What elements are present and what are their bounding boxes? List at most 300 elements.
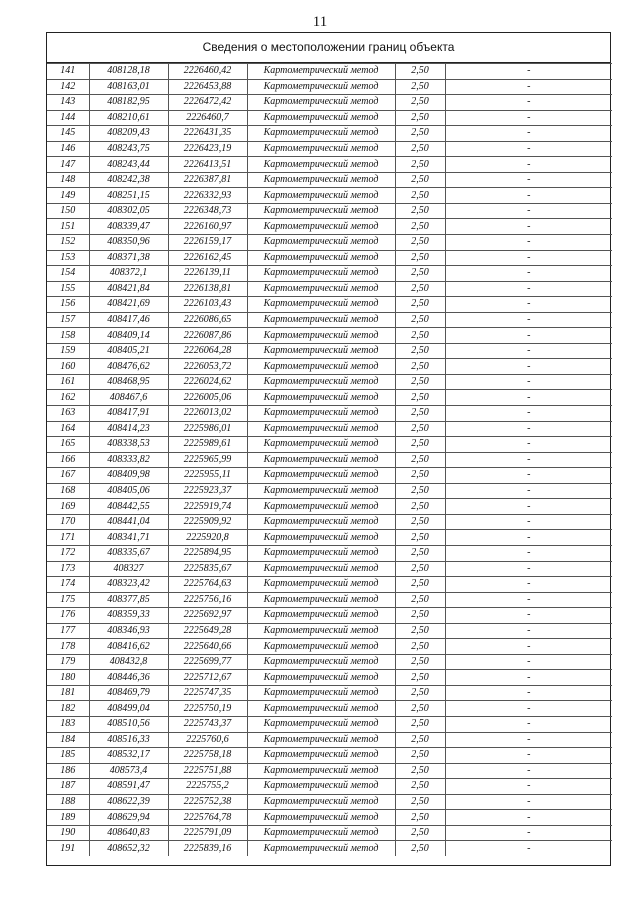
point-number-cell: 185	[47, 748, 89, 764]
y-coordinate-cell: 2225923,37	[168, 483, 247, 499]
x-coordinate-cell: 408467,6	[89, 390, 168, 406]
precision-cell: 2,50	[395, 561, 445, 577]
x-coordinate-cell: 408421,69	[89, 297, 168, 313]
point-number-cell: 177	[47, 623, 89, 639]
y-coordinate-cell: 2226460,7	[168, 110, 247, 126]
table-row	[47, 639, 612, 655]
precision-cell: 2,50	[395, 343, 445, 359]
point-number-cell: 158	[47, 328, 89, 344]
description-cell: -	[445, 670, 612, 686]
x-coordinate-cell: 408128,18	[89, 64, 168, 80]
method-cell: Картометрический метод	[247, 343, 395, 359]
table-row	[47, 219, 612, 235]
precision-cell: 2,50	[395, 421, 445, 437]
table-row	[47, 235, 612, 251]
method-cell: Картометрический метод	[247, 126, 395, 142]
table-row	[47, 157, 612, 173]
x-coordinate-cell: 408532,17	[89, 748, 168, 764]
point-number-cell: 143	[47, 95, 89, 111]
description-cell: -	[445, 623, 612, 639]
point-number-cell: 159	[47, 343, 89, 359]
description-cell: -	[445, 452, 612, 468]
precision-cell: 2,50	[395, 608, 445, 624]
description-cell: -	[445, 810, 612, 826]
description-cell: -	[445, 374, 612, 390]
method-cell: Картометрический метод	[247, 685, 395, 701]
x-coordinate-cell: 408163,01	[89, 79, 168, 95]
method-cell: Картометрический метод	[247, 639, 395, 655]
description-cell: -	[445, 499, 612, 515]
x-coordinate-cell: 408242,38	[89, 172, 168, 188]
x-coordinate-cell: 408442,55	[89, 499, 168, 515]
point-number-cell: 142	[47, 79, 89, 95]
point-number-cell: 170	[47, 514, 89, 530]
table-row	[47, 763, 612, 779]
method-cell: Картометрический метод	[247, 110, 395, 126]
point-number-cell: 161	[47, 374, 89, 390]
table-row	[47, 328, 612, 344]
x-coordinate-cell: 408629,94	[89, 810, 168, 826]
precision-cell: 2,50	[395, 374, 445, 390]
description-cell: -	[445, 390, 612, 406]
y-coordinate-cell: 2225909,92	[168, 514, 247, 530]
y-coordinate-cell: 2225712,67	[168, 670, 247, 686]
x-coordinate-cell: 408323,42	[89, 577, 168, 593]
x-coordinate-cell: 408335,67	[89, 545, 168, 561]
method-cell: Картометрический метод	[247, 297, 395, 313]
point-number-cell: 155	[47, 281, 89, 297]
description-cell: -	[445, 235, 612, 251]
description-cell: -	[445, 188, 612, 204]
description-cell: -	[445, 172, 612, 188]
method-cell: Картометрический метод	[247, 841, 395, 857]
page-number: 11	[312, 14, 328, 30]
precision-cell: 2,50	[395, 235, 445, 251]
table-row	[47, 79, 612, 95]
precision-cell: 2,50	[395, 328, 445, 344]
x-coordinate-cell: 408417,46	[89, 312, 168, 328]
precision-cell: 2,50	[395, 514, 445, 530]
y-coordinate-cell: 2225839,16	[168, 841, 247, 857]
point-number-cell: 164	[47, 421, 89, 437]
precision-cell: 2,50	[395, 577, 445, 593]
point-number-cell: 167	[47, 468, 89, 484]
table-row	[47, 732, 612, 748]
description-cell: -	[445, 266, 612, 282]
y-coordinate-cell: 2226413,51	[168, 157, 247, 173]
description-cell: -	[445, 328, 612, 344]
precision-cell: 2,50	[395, 468, 445, 484]
table-row	[47, 483, 612, 499]
method-cell: Картометрический метод	[247, 483, 395, 499]
method-cell: Картометрический метод	[247, 592, 395, 608]
table-row	[47, 514, 612, 530]
y-coordinate-cell: 2225649,28	[168, 623, 247, 639]
description-cell: -	[445, 530, 612, 546]
x-coordinate-cell: 408421,84	[89, 281, 168, 297]
point-number-cell: 174	[47, 577, 89, 593]
y-coordinate-cell: 2225699,77	[168, 654, 247, 670]
point-number-cell: 144	[47, 110, 89, 126]
method-cell: Картометрический метод	[247, 468, 395, 484]
point-number-cell: 181	[47, 685, 89, 701]
method-cell: Картометрический метод	[247, 359, 395, 375]
point-number-cell: 166	[47, 452, 89, 468]
point-number-cell: 190	[47, 825, 89, 841]
x-coordinate-cell: 408302,05	[89, 203, 168, 219]
precision-cell: 2,50	[395, 452, 445, 468]
x-coordinate-cell: 408209,43	[89, 126, 168, 142]
method-cell: Картометрический метод	[247, 235, 395, 251]
description-cell: -	[445, 359, 612, 375]
point-number-cell: 178	[47, 639, 89, 655]
table-row	[47, 701, 612, 717]
point-number-cell: 188	[47, 794, 89, 810]
table-row	[47, 499, 612, 515]
point-number-cell: 172	[47, 545, 89, 561]
precision-cell: 2,50	[395, 670, 445, 686]
y-coordinate-cell: 2226332,93	[168, 188, 247, 204]
description-cell: -	[445, 281, 612, 297]
point-number-cell: 162	[47, 390, 89, 406]
x-coordinate-cell: 408339,47	[89, 219, 168, 235]
method-cell: Картометрический метод	[247, 530, 395, 546]
description-cell: -	[445, 437, 612, 453]
x-coordinate-cell: 408432,8	[89, 654, 168, 670]
method-cell: Картометрический метод	[247, 157, 395, 173]
precision-cell: 2,50	[395, 266, 445, 282]
precision-cell: 2,50	[395, 203, 445, 219]
precision-cell: 2,50	[395, 623, 445, 639]
y-coordinate-cell: 2225752,38	[168, 794, 247, 810]
point-number-cell: 156	[47, 297, 89, 313]
point-number-cell: 149	[47, 188, 89, 204]
point-number-cell: 182	[47, 701, 89, 717]
method-cell: Картометрический метод	[247, 79, 395, 95]
precision-cell: 2,50	[395, 825, 445, 841]
table-row	[47, 312, 612, 328]
y-coordinate-cell: 2225743,37	[168, 716, 247, 732]
description-cell: -	[445, 763, 612, 779]
y-coordinate-cell: 2225755,2	[168, 779, 247, 795]
y-coordinate-cell: 2226162,45	[168, 250, 247, 266]
x-coordinate-cell: 408591,47	[89, 779, 168, 795]
method-cell: Картометрический метод	[247, 95, 395, 111]
table-row	[47, 250, 612, 266]
point-number-cell: 151	[47, 219, 89, 235]
table-row	[47, 468, 612, 484]
table-row	[47, 266, 612, 282]
method-cell: Картометрический метод	[247, 794, 395, 810]
description-cell: -	[445, 654, 612, 670]
y-coordinate-cell: 2225835,67	[168, 561, 247, 577]
table-row	[47, 95, 612, 111]
x-coordinate-cell: 408510,56	[89, 716, 168, 732]
point-number-cell: 145	[47, 126, 89, 142]
precision-cell: 2,50	[395, 810, 445, 826]
description-cell: -	[445, 421, 612, 437]
description-cell: -	[445, 141, 612, 157]
table-row	[47, 810, 612, 826]
method-cell: Картометрический метод	[247, 608, 395, 624]
method-cell: Картометрический метод	[247, 421, 395, 437]
description-cell: -	[445, 157, 612, 173]
point-number-cell: 150	[47, 203, 89, 219]
precision-cell: 2,50	[395, 64, 445, 80]
table-row	[47, 406, 612, 422]
description-cell: -	[445, 483, 612, 499]
table-row	[47, 685, 612, 701]
y-coordinate-cell: 2226087,86	[168, 328, 247, 344]
table-row	[47, 110, 612, 126]
x-coordinate-cell: 408652,32	[89, 841, 168, 857]
table-row	[47, 297, 612, 313]
y-coordinate-cell: 2226348,73	[168, 203, 247, 219]
point-number-cell: 175	[47, 592, 89, 608]
precision-cell: 2,50	[395, 172, 445, 188]
point-number-cell: 153	[47, 250, 89, 266]
y-coordinate-cell: 2226431,35	[168, 126, 247, 142]
precision-cell: 2,50	[395, 794, 445, 810]
y-coordinate-cell: 2226460,42	[168, 64, 247, 80]
description-cell: -	[445, 716, 612, 732]
x-coordinate-cell: 408441,04	[89, 514, 168, 530]
description-cell: -	[445, 297, 612, 313]
table-row	[47, 716, 612, 732]
y-coordinate-cell: 2226423,19	[168, 141, 247, 157]
table-row	[47, 390, 612, 406]
precision-cell: 2,50	[395, 359, 445, 375]
point-number-cell: 187	[47, 779, 89, 795]
point-number-cell: 146	[47, 141, 89, 157]
method-cell: Картометрический метод	[247, 188, 395, 204]
x-coordinate-cell: 408350,96	[89, 235, 168, 251]
precision-cell: 2,50	[395, 716, 445, 732]
method-cell: Картометрический метод	[247, 141, 395, 157]
method-cell: Картометрический метод	[247, 701, 395, 717]
x-coordinate-cell: 408327	[89, 561, 168, 577]
description-cell: -	[445, 825, 612, 841]
y-coordinate-cell: 2226005,06	[168, 390, 247, 406]
y-coordinate-cell: 2225920,8	[168, 530, 247, 546]
y-coordinate-cell: 2225751,88	[168, 763, 247, 779]
description-cell: -	[445, 64, 612, 80]
y-coordinate-cell: 2226453,88	[168, 79, 247, 95]
precision-cell: 2,50	[395, 592, 445, 608]
point-number-cell: 189	[47, 810, 89, 826]
x-coordinate-cell: 408372,1	[89, 266, 168, 282]
table-row	[47, 608, 612, 624]
point-number-cell: 173	[47, 561, 89, 577]
x-coordinate-cell: 408333,82	[89, 452, 168, 468]
precision-cell: 2,50	[395, 639, 445, 655]
coordinates-table-body	[47, 64, 612, 857]
method-cell: Картометрический метод	[247, 670, 395, 686]
description-cell: -	[445, 79, 612, 95]
x-coordinate-cell: 408414,23	[89, 421, 168, 437]
x-coordinate-cell: 408182,95	[89, 95, 168, 111]
precision-cell: 2,50	[395, 390, 445, 406]
precision-cell: 2,50	[395, 748, 445, 764]
y-coordinate-cell: 2226387,81	[168, 172, 247, 188]
method-cell: Картометрический метод	[247, 64, 395, 80]
x-coordinate-cell: 408446,36	[89, 670, 168, 686]
description-cell: -	[445, 343, 612, 359]
method-cell: Картометрический метод	[247, 623, 395, 639]
y-coordinate-cell: 2225986,01	[168, 421, 247, 437]
precision-cell: 2,50	[395, 110, 445, 126]
table-row	[47, 437, 612, 453]
precision-cell: 2,50	[395, 483, 445, 499]
description-cell: -	[445, 126, 612, 142]
y-coordinate-cell: 2226053,72	[168, 359, 247, 375]
y-coordinate-cell: 2225955,11	[168, 468, 247, 484]
x-coordinate-cell: 408468,95	[89, 374, 168, 390]
table-row	[47, 825, 612, 841]
method-cell: Картометрический метод	[247, 561, 395, 577]
x-coordinate-cell: 408499,04	[89, 701, 168, 717]
method-cell: Картометрический метод	[247, 763, 395, 779]
method-cell: Картометрический метод	[247, 406, 395, 422]
x-coordinate-cell: 408359,33	[89, 608, 168, 624]
x-coordinate-cell: 408346,93	[89, 623, 168, 639]
point-number-cell: 154	[47, 266, 89, 282]
precision-cell: 2,50	[395, 188, 445, 204]
description-cell: -	[445, 545, 612, 561]
table-row	[47, 779, 612, 795]
y-coordinate-cell: 2225894,95	[168, 545, 247, 561]
x-coordinate-cell: 408377,85	[89, 592, 168, 608]
table-row	[47, 188, 612, 204]
method-cell: Картометрический метод	[247, 266, 395, 282]
description-cell: -	[445, 732, 612, 748]
point-number-cell: 186	[47, 763, 89, 779]
table-row	[47, 374, 612, 390]
method-cell: Картометрический метод	[247, 437, 395, 453]
method-cell: Картометрический метод	[247, 748, 395, 764]
x-coordinate-cell: 408573,4	[89, 763, 168, 779]
description-cell: -	[445, 110, 612, 126]
table-row	[47, 794, 612, 810]
table-row	[47, 281, 612, 297]
table-row	[47, 561, 612, 577]
precision-cell: 2,50	[395, 281, 445, 297]
x-coordinate-cell: 408409,14	[89, 328, 168, 344]
y-coordinate-cell: 2226472,42	[168, 95, 247, 111]
description-cell: -	[445, 794, 612, 810]
point-number-cell: 148	[47, 172, 89, 188]
method-cell: Картометрический метод	[247, 250, 395, 266]
precision-cell: 2,50	[395, 685, 445, 701]
precision-cell: 2,50	[395, 79, 445, 95]
description-cell: -	[445, 514, 612, 530]
table-row	[47, 841, 612, 857]
table-title: Сведения о местоположении границ объекта	[47, 33, 610, 63]
table-row	[47, 530, 612, 546]
x-coordinate-cell: 408417,91	[89, 406, 168, 422]
method-cell: Картометрический метод	[247, 312, 395, 328]
precision-cell: 2,50	[395, 763, 445, 779]
precision-cell: 2,50	[395, 732, 445, 748]
y-coordinate-cell: 2225640,66	[168, 639, 247, 655]
point-number-cell: 157	[47, 312, 89, 328]
table-row	[47, 421, 612, 437]
method-cell: Картометрический метод	[247, 514, 395, 530]
precision-cell: 2,50	[395, 701, 445, 717]
description-cell: -	[445, 841, 612, 857]
x-coordinate-cell: 408405,21	[89, 343, 168, 359]
point-number-cell: 183	[47, 716, 89, 732]
y-coordinate-cell: 2226024,62	[168, 374, 247, 390]
y-coordinate-cell: 2225758,18	[168, 748, 247, 764]
method-cell: Картометрический метод	[247, 203, 395, 219]
point-number-cell: 168	[47, 483, 89, 499]
table-row	[47, 126, 612, 142]
precision-cell: 2,50	[395, 297, 445, 313]
point-number-cell: 147	[47, 157, 89, 173]
precision-cell: 2,50	[395, 141, 445, 157]
x-coordinate-cell: 408476,62	[89, 359, 168, 375]
method-cell: Картометрический метод	[247, 577, 395, 593]
y-coordinate-cell: 2225747,35	[168, 685, 247, 701]
method-cell: Картометрический метод	[247, 452, 395, 468]
method-cell: Картометрический метод	[247, 499, 395, 515]
description-cell: -	[445, 406, 612, 422]
description-cell: -	[445, 608, 612, 624]
x-coordinate-cell: 408251,15	[89, 188, 168, 204]
point-number-cell: 180	[47, 670, 89, 686]
x-coordinate-cell: 408469,79	[89, 685, 168, 701]
method-cell: Картометрический метод	[247, 716, 395, 732]
description-cell: -	[445, 468, 612, 484]
point-number-cell: 179	[47, 654, 89, 670]
method-cell: Картометрический метод	[247, 810, 395, 826]
table-row	[47, 359, 612, 375]
precision-cell: 2,50	[395, 437, 445, 453]
precision-cell: 2,50	[395, 841, 445, 857]
y-coordinate-cell: 2226013,02	[168, 406, 247, 422]
precision-cell: 2,50	[395, 654, 445, 670]
table-row	[47, 654, 612, 670]
description-cell: -	[445, 95, 612, 111]
precision-cell: 2,50	[395, 157, 445, 173]
description-cell: -	[445, 203, 612, 219]
table-row	[47, 748, 612, 764]
precision-cell: 2,50	[395, 779, 445, 795]
table-row	[47, 141, 612, 157]
x-coordinate-cell: 408405,06	[89, 483, 168, 499]
x-coordinate-cell: 408416,62	[89, 639, 168, 655]
y-coordinate-cell: 2226159,17	[168, 235, 247, 251]
method-cell: Картометрический метод	[247, 172, 395, 188]
point-number-cell: 191	[47, 841, 89, 857]
x-coordinate-cell: 408409,98	[89, 468, 168, 484]
table-row	[47, 452, 612, 468]
point-number-cell: 165	[47, 437, 89, 453]
point-number-cell: 160	[47, 359, 89, 375]
y-coordinate-cell: 2226138,81	[168, 281, 247, 297]
table-row	[47, 577, 612, 593]
table-row	[47, 623, 612, 639]
description-cell: -	[445, 779, 612, 795]
description-cell: -	[445, 250, 612, 266]
y-coordinate-cell: 2225750,19	[168, 701, 247, 717]
method-cell: Картометрический метод	[247, 390, 395, 406]
point-number-cell: 176	[47, 608, 89, 624]
x-coordinate-cell: 408516,33	[89, 732, 168, 748]
coordinates-table	[47, 63, 612, 856]
description-cell: -	[445, 592, 612, 608]
